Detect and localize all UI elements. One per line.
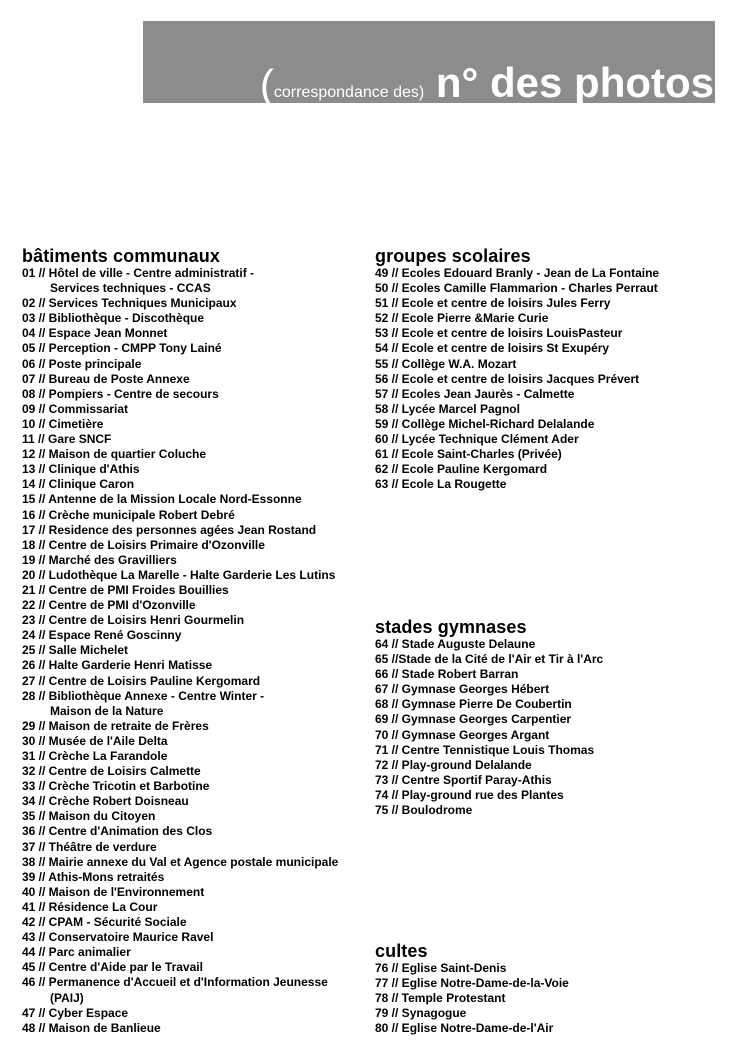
- list-item: [375, 432, 735, 447]
- list-item: [22, 915, 367, 930]
- list-item: [22, 296, 367, 311]
- list-item: [22, 658, 367, 673]
- list-item-text: 54 // Ecole et centre de loisirs St Exupéry: [375, 341, 610, 356]
- list-item: [22, 945, 367, 960]
- list-item-text: 57 // Ecoles Jean Jaurès - Calmette: [375, 386, 575, 401]
- list-item: [375, 266, 735, 281]
- list-item: [375, 758, 735, 773]
- list-item-text: 12 // Maison de quartier Coluche: [22, 447, 207, 462]
- list-item: [375, 341, 735, 356]
- section-batiments: [22, 246, 367, 1036]
- list-item: [375, 743, 735, 758]
- list-item: [375, 326, 735, 341]
- list-item: [22, 628, 367, 643]
- list-item-text: 48 // Maison de Banlieue: [22, 1020, 161, 1035]
- list-item-text: 34 // Crèche Robert Doisneau: [22, 794, 189, 809]
- list-item-text: 19 // Marché des Gravilliers: [22, 552, 177, 567]
- list-item: [22, 674, 367, 689]
- section-cultes: [375, 941, 735, 1036]
- list-item: [375, 652, 735, 667]
- list-item-text: 38 // Mairie annexe du Val et Agence postale municipale: [22, 854, 339, 869]
- list-item-text: 49 // Ecoles Edouard Branly - Jean de La Fontaine: [375, 266, 660, 280]
- list-item-text: 52 // Ecole Pierre &Marie Curie: [375, 311, 549, 326]
- list-item: [22, 477, 367, 492]
- list-item: [22, 975, 367, 1005]
- list-item-text: 73 // Centre Sportif Paray-Athis: [375, 772, 552, 787]
- list-item: [375, 991, 735, 1006]
- list-item: [375, 637, 735, 652]
- list-item-text: 17 // Residence des personnes agées Jean Rostand: [22, 522, 317, 537]
- list-item-text: 40 // Maison de l'Environnement: [22, 884, 205, 899]
- list-item: [375, 417, 735, 432]
- list-item: [22, 734, 367, 749]
- list-item: [22, 402, 367, 417]
- list-item: [375, 387, 735, 402]
- list-item: [375, 477, 735, 492]
- list-item-text: 16 // Crèche municipale Robert Debré: [22, 507, 235, 522]
- list-item-text: 65 //Stade de la Cité de l'Air et Tir à l'Arc: [375, 652, 604, 667]
- list-item: [375, 697, 735, 712]
- list-item: [375, 311, 735, 326]
- list-item: [375, 402, 735, 417]
- section-title: groupes scolaires: [375, 246, 531, 266]
- list-item: [22, 538, 367, 553]
- title-main: n° des photos: [424, 59, 714, 106]
- list-item-text: 31 // Crèche La Farandole: [22, 749, 168, 763]
- list-item-text: 44 // Parc animalier: [22, 945, 131, 960]
- list-item: [375, 447, 735, 462]
- list-item-text: 61 // Ecole Saint-Charles (Privée): [375, 447, 562, 462]
- item-list: [22, 266, 367, 1036]
- title-subtext: correspondance des): [273, 84, 425, 101]
- list-item: [22, 749, 367, 764]
- list-item-text: 67 // Gymnase Georges Hébert: [375, 682, 550, 697]
- list-item: [375, 728, 735, 743]
- list-item: [22, 266, 367, 296]
- list-item: [375, 682, 735, 697]
- list-item-text: 04 // Espace Jean Monnet: [22, 326, 168, 341]
- section-title: stades gymnases: [375, 617, 527, 637]
- list-item-text: 10 // Cimetière: [22, 416, 104, 431]
- list-item-text: 36 // Centre d'Animation des Clos: [22, 824, 213, 839]
- list-item-text: 09 // Commissariat: [22, 401, 129, 416]
- list-item-text: 27 // Centre de Loisirs Pauline Kergomard: [22, 673, 261, 688]
- list-item: [375, 773, 735, 788]
- list-item-text: 08 // Pompiers - Centre de secours: [22, 386, 219, 401]
- list-item-text: 71 // Centre Tennistique Louis Thomas: [375, 742, 595, 757]
- list-item-text: 30 // Musée de l'Aile Delta: [22, 733, 168, 748]
- list-item-text: 33 // Crèche Tricotin et Barbotine: [22, 779, 210, 794]
- list-item-text: 42 // CPAM - Sécurité Sociale: [22, 915, 187, 930]
- list-item: [22, 508, 367, 523]
- list-item-continuation: (PAIJ): [50, 990, 84, 1005]
- list-item: [22, 341, 367, 356]
- list-item: [22, 387, 367, 402]
- list-item-text: 02 // Services Techniques Municipaux: [22, 296, 237, 311]
- list-item: [375, 976, 735, 991]
- list-item: [22, 689, 367, 719]
- list-item-text: 60 // Lycée Technique Clément Ader: [375, 432, 579, 447]
- list-item-text: 62 // Ecole Pauline Kergomard: [375, 462, 548, 477]
- list-item: [22, 432, 367, 447]
- list-item-text: 77 // Eglise Notre-Dame-de-la-Voie: [375, 976, 569, 991]
- list-item: [22, 583, 367, 598]
- list-item-text: 47 // Cyber Espace: [22, 1005, 129, 1020]
- list-item: [375, 296, 735, 311]
- list-item: [22, 764, 367, 779]
- list-item: [22, 1021, 367, 1036]
- list-item-text: 24 // Espace René Goscinny: [22, 628, 182, 643]
- list-item: [22, 326, 367, 341]
- list-item: [22, 855, 367, 870]
- list-item: [22, 492, 367, 507]
- list-item: [22, 553, 367, 568]
- list-item: [22, 840, 367, 855]
- list-item-continuation: Maison de la Nature: [50, 703, 164, 718]
- list-item-text: 01 // Hôtel de ville - Centre administratif -: [22, 266, 255, 280]
- list-item: [375, 712, 735, 727]
- list-item: [22, 462, 367, 477]
- list-item-text: 58 // Lycée Marcel Pagnol: [375, 401, 520, 416]
- list-item: [22, 1006, 367, 1021]
- list-item-text: 64 // Stade Auguste Delaune: [375, 637, 536, 651]
- list-item-text: 26 // Halte Garderie Henri Matisse: [22, 658, 213, 673]
- list-item-text: 07 // Bureau de Poste Annexe: [22, 371, 190, 386]
- list-item-text: 78 // Temple Protestant: [375, 991, 506, 1006]
- list-item: [22, 870, 367, 885]
- list-item: [22, 809, 367, 824]
- list-item-text: 74 // Play-ground rue des Plantes: [375, 787, 564, 802]
- list-item-text: 59 // Collège Michel-Richard Delalande: [375, 416, 595, 431]
- section-stades: [375, 617, 735, 818]
- list-item: [375, 961, 735, 976]
- list-item: [22, 779, 367, 794]
- list-item-text: 46 // Permanence d'Accueil et d'Information Jeunesse: [22, 975, 328, 990]
- list-item: [22, 372, 367, 387]
- list-item: [22, 930, 367, 945]
- list-item-text: 18 // Centre de Loisirs Primaire d'Ozonville: [22, 537, 265, 552]
- list-item-text: 41 // Résidence La Cour: [22, 899, 158, 914]
- list-item: [22, 885, 367, 900]
- list-item: [22, 900, 367, 915]
- list-item: [22, 794, 367, 809]
- list-item-text: 39 // Athis-Mons retraités: [22, 869, 165, 884]
- list-item-text: 32 // Centre de Loisirs Calmette: [22, 764, 201, 779]
- list-item: [22, 523, 367, 538]
- list-item-text: 51 // Ecole et centre de loisirs Jules Ferry: [375, 296, 611, 311]
- page-title: [259, 59, 714, 108]
- list-item-text: 68 // Gymnase Pierre De Coubertin: [375, 697, 572, 712]
- list-item: [375, 357, 735, 372]
- list-item: [22, 311, 367, 326]
- list-item-text: 55 // Collège W.A. Mozart: [375, 356, 517, 371]
- list-item-text: 37 // Théâtre de verdure: [22, 839, 157, 854]
- item-list: [375, 266, 735, 492]
- list-item-text: 69 // Gymnase Georges Carpentier: [375, 712, 572, 727]
- list-item: [22, 613, 367, 628]
- list-item: [22, 447, 367, 462]
- list-item-text: 03 // Bibliothèque - Discothèque: [22, 311, 205, 326]
- list-item-text: 79 // Synagogue: [375, 1006, 467, 1021]
- list-item-text: 45 // Centre d'Aide par le Travail: [22, 960, 203, 975]
- list-item-text: 43 // Conservatoire Maurice Ravel: [22, 930, 214, 945]
- list-item-text: 70 // Gymnase Georges Argant: [375, 727, 550, 742]
- section-title: cultes: [375, 941, 428, 961]
- list-item: [375, 1021, 735, 1036]
- list-item-text: 66 // Stade Robert Barran: [375, 667, 519, 682]
- list-item-text: 14 // Clinique Caron: [22, 477, 135, 492]
- list-item: [22, 719, 367, 734]
- title-paren: (: [259, 61, 274, 108]
- list-item-text: 20 // Ludothèque La Marelle - Halte Garderie Les Lutins: [22, 567, 336, 582]
- list-item: [375, 462, 735, 477]
- list-item: [22, 824, 367, 839]
- list-item-text: 22 // Centre de PMI d'Ozonville: [22, 598, 196, 613]
- list-item: [22, 357, 367, 372]
- list-item: [22, 643, 367, 658]
- list-item: [375, 667, 735, 682]
- list-item-text: 80 // Eglise Notre-Dame-de-l'Air: [375, 1021, 554, 1036]
- list-item-text: 50 // Ecoles Camille Flammarion - Charles Perraut: [375, 281, 658, 296]
- list-item: [375, 1006, 735, 1021]
- list-item-text: 35 // Maison du Citoyen: [22, 809, 156, 824]
- list-item-text: 13 // Clinique d'Athis: [22, 462, 140, 477]
- list-item-text: 76 // Eglise Saint-Denis: [375, 961, 507, 975]
- item-list: [375, 637, 735, 818]
- section-scolaires: [375, 246, 735, 492]
- list-item-text: 25 // Salle Michelet: [22, 643, 129, 658]
- list-item: [22, 960, 367, 975]
- list-item-text: 56 // Ecole et centre de loisirs Jacques Prévert: [375, 371, 640, 386]
- list-item: [375, 372, 735, 387]
- list-item-text: 28 // Bibliothèque Annexe - Centre Winter -: [22, 688, 265, 703]
- list-item: [22, 568, 367, 583]
- list-item: [22, 417, 367, 432]
- list-item-text: 29 // Maison de retraite de Frères: [22, 718, 209, 733]
- list-item-text: 75 // Boulodrome: [375, 803, 473, 818]
- item-list: [375, 961, 735, 1036]
- list-item-text: 11 // Gare SNCF: [22, 432, 112, 447]
- list-item-text: 06 // Poste principale: [22, 356, 142, 371]
- list-item: [22, 598, 367, 613]
- list-item-text: 53 // Ecole et centre de loisirs LouisPasteur: [375, 326, 623, 341]
- list-item: [375, 281, 735, 296]
- list-item-text: 23 // Centre de Loisirs Henri Gourmelin: [22, 613, 245, 628]
- list-item-text: 21 // Centre de PMI Froides Bouillies: [22, 582, 229, 597]
- list-item: [375, 788, 735, 803]
- list-item: [375, 803, 735, 818]
- list-item-text: 72 // Play-ground Delalande: [375, 757, 532, 772]
- list-item-text: 15 // Antenne de la Mission Locale Nord-Essonne: [22, 492, 302, 507]
- list-item-continuation: Services techniques - CCAS: [50, 281, 211, 296]
- section-title: bâtiments communaux: [22, 246, 220, 266]
- list-item-text: 63 // Ecole La Rougette: [375, 477, 507, 492]
- list-item-text: 05 // Perception - CMPP Tony Lainé: [22, 341, 222, 356]
